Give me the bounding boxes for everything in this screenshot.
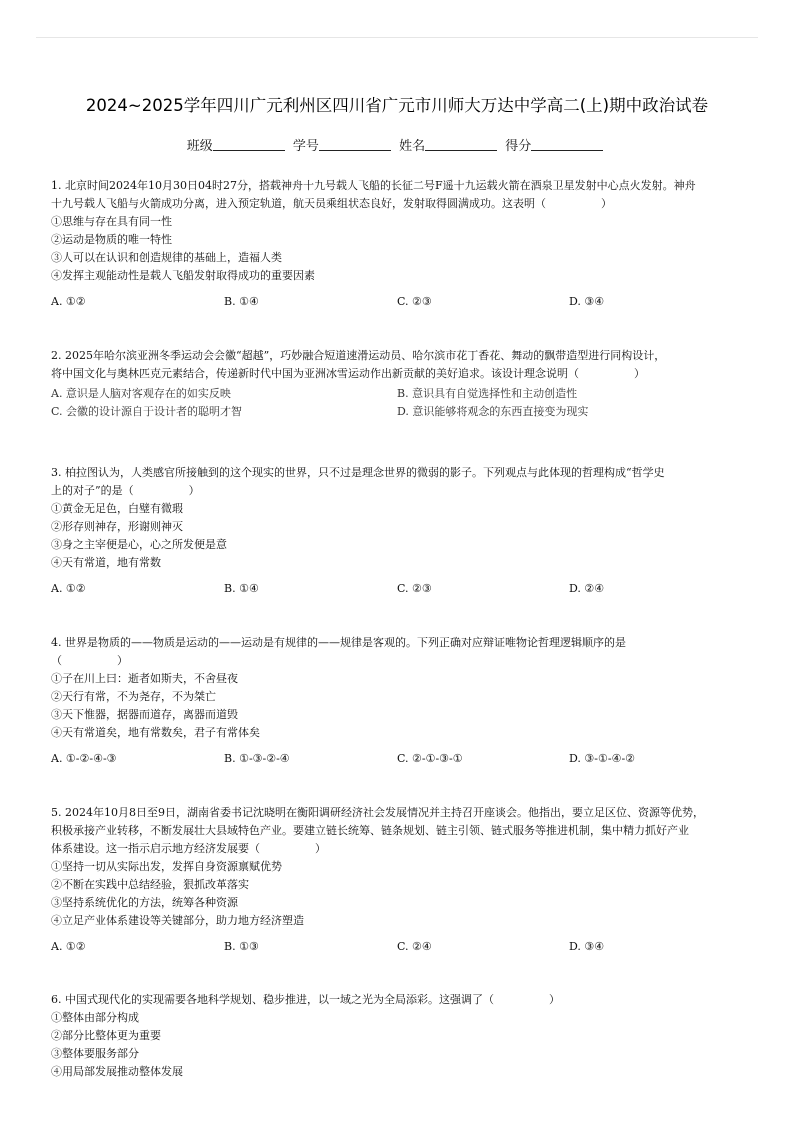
answer-options	[51, 385, 743, 421]
statement-item: ④天有常道，地有常数	[51, 556, 161, 569]
statement-item: ①黄金无足色，白璧有微瑕	[51, 502, 183, 515]
option-a: A. 意识是人脑对客观存在的如实反映	[51, 387, 231, 400]
question-stem-line: （ ）	[51, 654, 128, 667]
statement-item: ④用局部发展推动整体发展	[51, 1065, 183, 1078]
option-a: A. ①②	[51, 295, 86, 308]
statement-item: ③身之主宰便是心，心之所发便是意	[51, 538, 227, 551]
question-stem-line: 1. 北京时间2024年10月30日04时27分，搭载神舟十九号载人飞船的长征二号F遥十九运载火箭在酒泉卫星发射中心点火发射。神舟	[51, 179, 696, 192]
option-b: B. ①-③-②-④	[224, 752, 290, 765]
class-blank	[213, 138, 285, 151]
answer-options	[51, 580, 743, 598]
statement-item: ①坚持一切从实际出发，发挥自身资源禀赋优势	[51, 860, 282, 873]
question-2	[51, 347, 743, 421]
statement-item: ④发挥主观能动性是载人飞船发射取得成功的重要因素	[51, 269, 315, 282]
question-stem-line: 将中国文化与奥林匹克元素结合，传递新时代中国为亚洲冰雪运动作出新贡献的美好追求。该设计理念说明（ ）	[51, 367, 645, 380]
option-c: C. ②④	[397, 940, 432, 953]
statement-item: ③天下惟器，据器而道存，离器而道毁	[51, 708, 238, 721]
statement-item: ①整体由部分构成	[51, 1011, 139, 1024]
statement-item: ④天有常道矣，地有常数矣，君子有常体矣	[51, 726, 260, 739]
class-label: 班级	[186, 139, 213, 154]
statement-item: ②形存则神存，形谢则神灭	[51, 520, 183, 533]
question-stem-line: 6. 中国式现代化的实现需要各地科学规划、稳步推进，以一域之光为全局添彩。这强调了（ ）	[51, 993, 560, 1006]
name-label: 姓名	[399, 139, 426, 154]
exam-title: 2024~2025学年四川广元利州区四川省广元市川师大万达中学高二(上)期中政治试卷	[85, 96, 709, 115]
statement-item: ②不断在实践中总结经验，狠抓改革落实	[51, 878, 249, 891]
option-d: D. ②④	[569, 582, 605, 595]
statement-item: ②天行有常，不为尧存，不为桀亡	[51, 690, 216, 703]
student-number-blank	[319, 138, 391, 151]
answer-options	[51, 293, 743, 311]
statement-item: ①思维与存在具有同一性	[51, 215, 172, 228]
question-stem-line: 上的对子”的是（ ）	[51, 484, 200, 497]
option-d: D. ③④	[569, 940, 605, 953]
option-b: B. ①③	[224, 940, 259, 953]
option-d: D. ③-①-④-②	[569, 752, 636, 765]
question-stem-line: 体系建设。这一指示启示地方经济发展要（ ）	[51, 842, 326, 855]
option-d: D. ③④	[569, 295, 605, 308]
option-a: A. ①-②-④-③	[51, 752, 117, 765]
name-blank	[425, 138, 497, 151]
question-4	[51, 634, 743, 768]
question-stem-line: 积极承接产业转移，不断发展壮大县域特色产业。要建立链长统筹、链条规划、链主引领、链式服务等推进机制，集中精力抓好产业	[51, 824, 689, 837]
option-c: C. ②③	[397, 295, 432, 308]
statement-item: ③坚持系统优化的方法，统筹各种资源	[51, 896, 238, 909]
question-5	[51, 804, 743, 956]
score-blank	[531, 138, 603, 151]
option-b: B. ①④	[224, 582, 259, 595]
answer-options	[51, 938, 743, 956]
option-a: A. ①②	[51, 940, 86, 953]
question-stem-line: 4. 世界是物质的——物质是运动的——运动是有规律的——规律是客观的。下列正确对应辩证唯物论哲理逻辑顺序的是	[51, 636, 626, 649]
statement-item: ②运动是物质的唯一特性	[51, 233, 172, 246]
score-label: 得分	[505, 139, 532, 154]
option-c: C. ②-①-③-①	[397, 752, 463, 765]
statement-item: ④立足产业体系建设等关键部分，助力地方经济塑造	[51, 914, 304, 927]
option-b: B. ①④	[224, 295, 259, 308]
answer-options	[51, 750, 743, 768]
question-stem-line: 3. 柏拉图认为，人类感官所接触到的这个现实的世界，只不过是理念世界的微弱的影子。下列观点与此体现的哲理构成“哲学史	[51, 466, 665, 479]
option-a: A. ①②	[51, 582, 86, 595]
question-3	[51, 464, 743, 598]
statement-item: ③人可以在认识和创造规律的基础上，造福人类	[51, 251, 282, 264]
student-number-label: 学号	[292, 139, 319, 154]
question-1	[51, 177, 743, 311]
question-stem-line: 5. 2024年10月8日至9日，湖南省委书记沈晓明在衡阳调研经济社会发展情况并主持召开座谈会。他指出，要立足区位、资源等优势，	[51, 806, 704, 819]
option-c: C. ②③	[397, 582, 432, 595]
statement-item: ②部分比整体更为重要	[51, 1029, 161, 1042]
question-stem-line: 十九号载人飞船与火箭成功分离，进入预定轨道，航天员乘组状态良好，发射取得圆满成功。这表明（ ）	[51, 197, 612, 210]
statement-item: ①子在川上曰：逝者如斯夫，不舍昼夜	[51, 672, 238, 685]
option-d: D. 意识能够将观念的东西直接变为现实	[397, 405, 589, 418]
header-divider	[36, 37, 758, 38]
option-b: B. 意识具有自觉选择性和主动创造性	[397, 387, 578, 400]
option-c: C. 会徽的设计源自于设计者的聪明才智	[51, 405, 243, 418]
student-info-line	[0, 135, 794, 154]
question-6	[51, 991, 743, 1081]
question-stem-line: 2. 2025年哈尔滨亚洲冬季运动会会徽“超越”，巧妙融合短道速滑运动员、哈尔滨市花丁香花、舞动的飘带造型进行同构设计，	[51, 349, 666, 362]
statement-item: ③整体要服务部分	[51, 1047, 139, 1060]
